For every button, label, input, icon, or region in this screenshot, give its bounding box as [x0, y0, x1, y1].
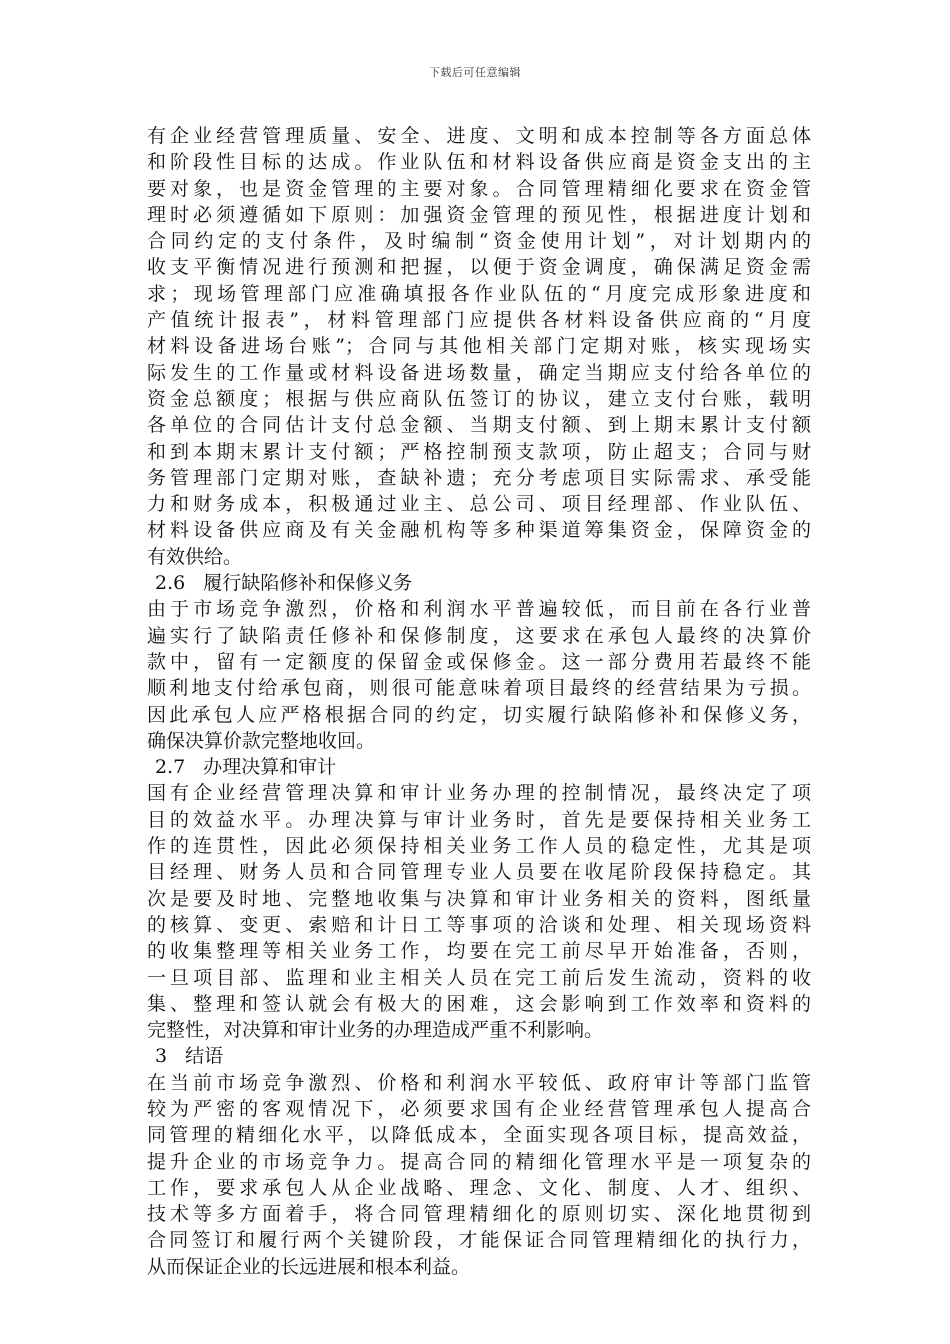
text-line: 理时必须遵循如下原则：加强资金管理的预见性，根据进度计划和 [147, 203, 811, 226]
text-line: 款中，留有一定额度的保留金或保修金。这一部分费用若最终不能 [147, 650, 811, 673]
text-line: 完整性，对决算和审计业务的办理造成严重不利影响。 [147, 1019, 604, 1042]
text-line: 一旦项目部、监理和业主相关人员在完工前后发生流动，资料的收 [147, 966, 811, 989]
text-line: 的收集整理等相关业务工作，均要在完工前尽早开始准备，否则， [147, 940, 811, 963]
text-line: 由于市场竞争激烈，价格和利润水平普遍较低，而目前在各行业普 [147, 598, 811, 621]
document-body [147, 123, 811, 1280]
text-line: 遍实行了缺陷责任修补和保修制度，这要求在承包人最终的决算价 [147, 624, 811, 647]
text-line: 确保决算价款完整地收回。 [147, 729, 376, 752]
text-line: 集、整理和签认就会有极大的困难，这会影响到工作效率和资料的 [147, 992, 811, 1015]
section-heading-3 [147, 1043, 811, 1069]
text-line: 产值统计报表”，材料管理部门应提供各材料设备供应商的“月度 [147, 309, 811, 332]
text-line: 目的效益水平。办理决算与审计业务时，首先是要保持相关业务工 [147, 808, 811, 831]
paragraph-settlement-audit [147, 780, 811, 1043]
text-line: 各单位的合同估计支付总金额、当期支付额、到上期末累计支付额 [147, 414, 811, 437]
text-line: 有效供给。 [147, 545, 243, 568]
section-title: 办理决算和审计 [203, 756, 337, 779]
page-header: 下载后可任意编辑 [429, 66, 521, 79]
text-line: 因此承包人应严格根据合同的约定，切实履行缺陷修补和保修义务， [147, 703, 811, 726]
text-line: 资金总额度；根据与供应商队伍签订的协议，建立支付台账，载明 [147, 387, 811, 410]
text-line: 作的连贯性，因此必须保持相关业务工作人员的稳定性，尤其是项 [147, 835, 811, 858]
paragraph-fund-management [147, 123, 811, 570]
text-line: 求；现场管理部门应准确填报各作业队伍的“月度完成形象进度和 [147, 282, 811, 305]
text-line: 在当前市场竞争激烈、价格和利润水平较低、政府审计等部门监管 [147, 1071, 811, 1094]
text-line: 务管理部门定期对账，查缺补遗；充分考虑项目实际需求、承受能 [147, 466, 811, 489]
text-line: 和阶段性目标的达成。作业队伍和材料设备供应商是资金支出的主 [147, 151, 811, 174]
text-line: 顺利地支付给承包商，则很可能意味着项目最终的经营结果为亏损。 [147, 677, 811, 700]
text-line: 收支平衡情况进行预测和把握，以便于资金调度，确保满足资金需 [147, 256, 811, 279]
text-line: 材料设备供应商及有关金融机构等多种渠道筹集资金，保障资金的 [147, 519, 811, 542]
text-line: 合同签订和履行两个关键阶段，才能保证合同管理精细化的执行力， [147, 1229, 811, 1252]
text-line: 提升企业的市场竞争力。提高合同的精细化管理水平是一项复杂的 [147, 1150, 811, 1173]
text-line: 国有企业经营管理决算和审计业务办理的控制情况，最终决定了项 [147, 782, 811, 805]
text-line: 技术等多方面着手，将合同管理精细化的原则切实、深化地贯彻到 [147, 1203, 811, 1226]
text-line: 和到本期末累计支付额；严格控制预支款项，防止超支；合同与财 [147, 440, 811, 463]
text-line: 际发生的工作量或材料设备进场数量，确定当期应支付给各单位的 [147, 361, 811, 384]
section-title: 履行缺陷修补和保修义务 [203, 572, 413, 595]
text-line: 工作，要求承包人从企业战略、理念、文化、制度、人才、组织、 [147, 1176, 811, 1199]
text-line: 同管理的精细化水平，以降低成本，全面实现各项目标，提高效益， [147, 1124, 811, 1147]
section-heading-2-7 [147, 754, 811, 780]
text-line: 有企业经营管理质量、安全、进度、文明和成本控制等各方面总体 [147, 125, 811, 147]
text-line: 合同约定的支付条件，及时编制“资金使用计划”，对计划期内的 [147, 230, 811, 253]
section-number: 2.7 [155, 756, 186, 779]
paragraph-defect-repair [147, 596, 811, 754]
section-title: 结语 [185, 1045, 224, 1068]
text-line: 要对象，也是资金管理的主要对象。合同管理精细化要求在资金管 [147, 177, 811, 200]
text-line: 从而保证企业的长远进展和根本利益。 [147, 1255, 471, 1278]
text-line: 目经理、财务人员和合同管理专业人员要在收尾阶段保持稳定。其 [147, 861, 811, 884]
text-line: 次是要及时地、完整地收集与决算和审计业务相关的资料，图纸量 [147, 887, 811, 910]
text-line: 的核算、变更、索赔和计日工等事项的洽谈和处理、相关现场资料 [147, 913, 811, 936]
section-heading-2-6 [147, 570, 811, 596]
section-number: 3 [155, 1045, 168, 1068]
text-line: 力和财务成本，积极通过业主、总公司、项目经理部、作业队伍、 [147, 493, 811, 516]
section-number: 2.6 [155, 572, 186, 595]
text-line: 材料设备进场台账”；合同与其他相关部门定期对账，核实现场实 [147, 335, 811, 358]
text-line: 较为严密的客观情况下，必须要求国有企业经营管理承包人提高合 [147, 1097, 811, 1120]
paragraph-conclusion [147, 1070, 811, 1280]
